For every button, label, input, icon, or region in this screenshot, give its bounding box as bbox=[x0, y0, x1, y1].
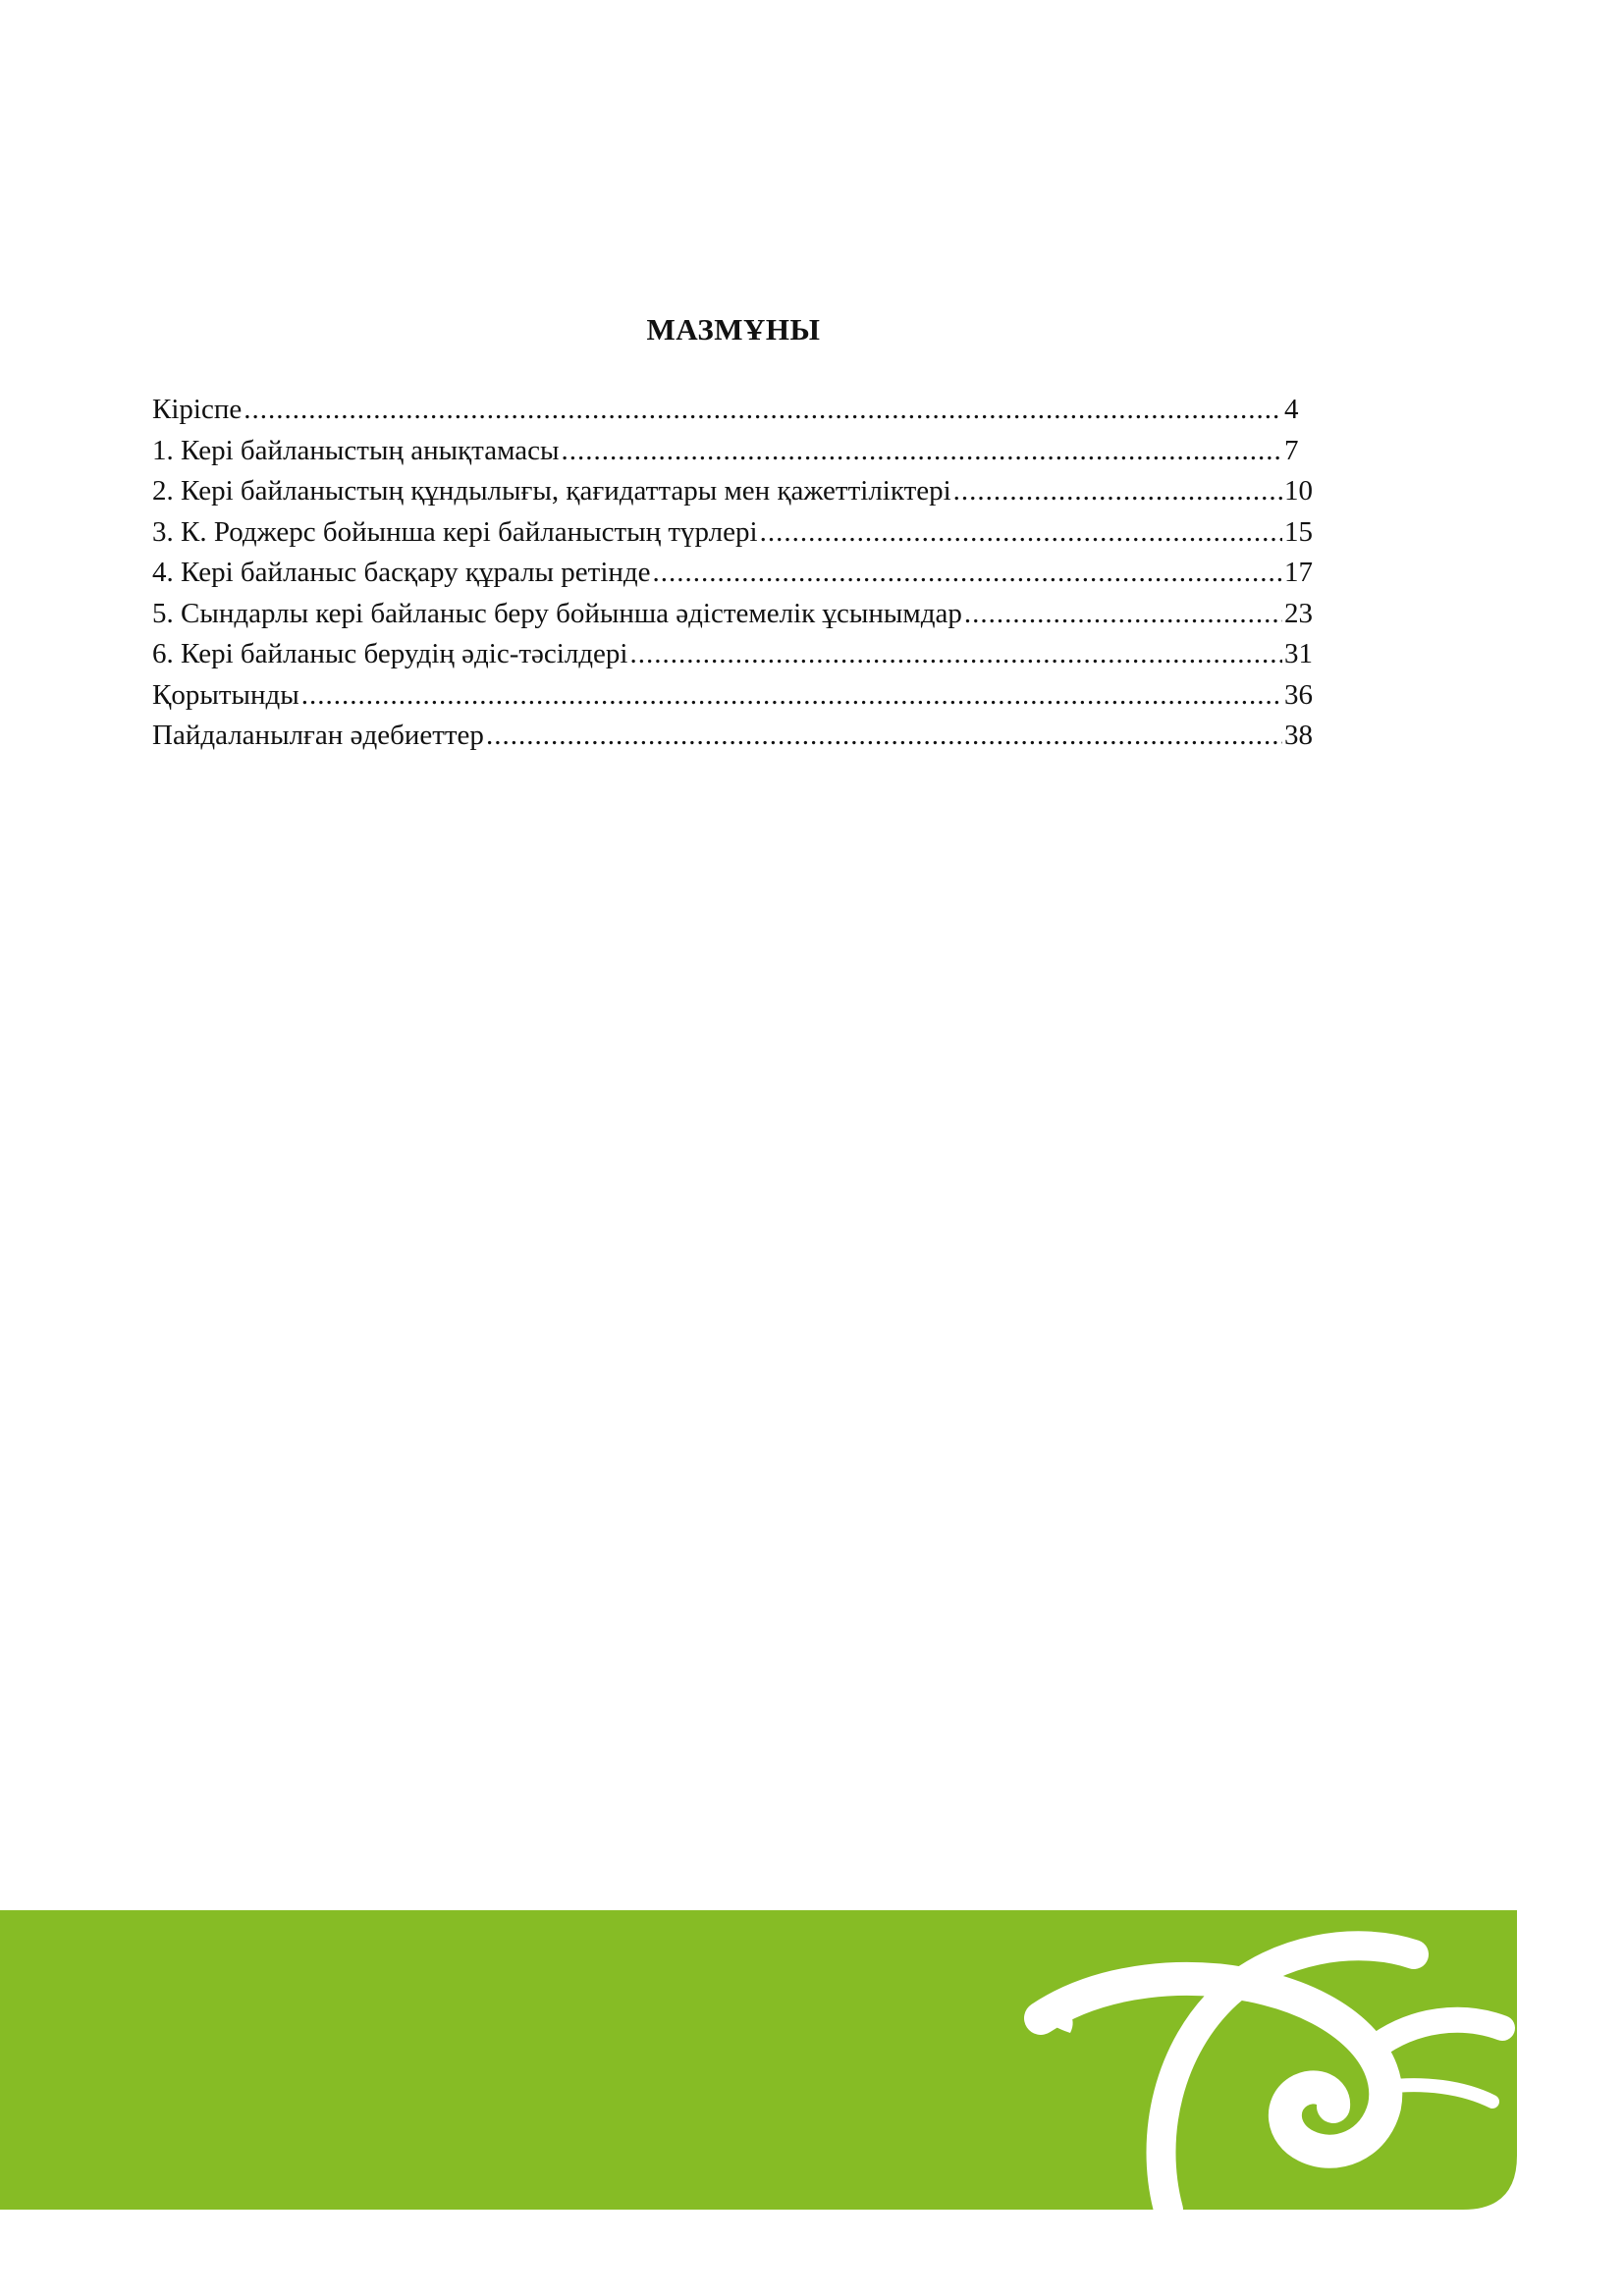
toc-entry-chapter-1[interactable] bbox=[152, 431, 1316, 472]
dot-leader bbox=[964, 594, 1282, 635]
dot-leader bbox=[561, 431, 1282, 472]
table-of-contents bbox=[152, 390, 1316, 757]
toc-page-number: 36 bbox=[1284, 678, 1313, 711]
dot-leader bbox=[953, 471, 1282, 512]
toc-entry-conclusion[interactable] bbox=[152, 675, 1316, 717]
page-title: МАЗМҰНЫ bbox=[646, 312, 821, 347]
toc-entry-label: 5. Сындарлы кері байланыс беру бойынша әдістемелік ұсынымдар bbox=[152, 597, 962, 629]
toc-page-number: 4 bbox=[1284, 394, 1299, 425]
toc-entry-label: Қорытынды bbox=[152, 678, 299, 711]
toc-entry-label: 6. Кері байланыс берудің әдіс-тәсілдері bbox=[152, 638, 628, 669]
toc-entry-chapter-5[interactable] bbox=[152, 594, 1316, 635]
dot-leader bbox=[486, 716, 1282, 757]
toc-entry-label: 3. К. Роджерс бойынша кері байланыстың түрлері bbox=[152, 515, 758, 548]
dot-leader bbox=[760, 512, 1282, 554]
dot-leader bbox=[301, 675, 1282, 717]
toc-entry-label: Кіріспе bbox=[152, 394, 243, 425]
toc-entry-introduction[interactable] bbox=[152, 390, 1316, 431]
toc-entry-references[interactable] bbox=[152, 716, 1316, 757]
toc-entry-chapter-2[interactable] bbox=[152, 471, 1316, 512]
toc-entry-chapter-4[interactable] bbox=[152, 553, 1316, 594]
toc-page-number: 31 bbox=[1284, 638, 1313, 669]
toc-entry-label: 1. Кері байланыстың анықтамасы bbox=[152, 434, 560, 466]
toc-page-number: 7 bbox=[1284, 434, 1299, 466]
toc-page-number: 23 bbox=[1284, 597, 1313, 629]
dot-leader bbox=[630, 634, 1283, 675]
toc-entry-label: 2. Кері байланыстың құндылығы, қағидаттары мен қажеттіліктері bbox=[152, 475, 951, 507]
toc-entry-label: 4. Кері байланыс басқару құралы ретінде bbox=[152, 557, 651, 588]
toc-page-number: 17 bbox=[1284, 557, 1313, 588]
toc-entry-chapter-3[interactable] bbox=[152, 512, 1316, 554]
decorative-banner bbox=[0, 1910, 1517, 2210]
dot-leader bbox=[244, 390, 1282, 431]
dot-leader bbox=[653, 553, 1282, 594]
toc-page-number: 10 bbox=[1284, 475, 1313, 507]
toc-page-number: 15 bbox=[1284, 515, 1313, 548]
toc-page-number: 38 bbox=[1284, 720, 1313, 751]
toc-entry-label: Пайдаланылған әдебиеттер bbox=[152, 720, 484, 751]
toc-entry-chapter-6[interactable] bbox=[152, 634, 1316, 675]
